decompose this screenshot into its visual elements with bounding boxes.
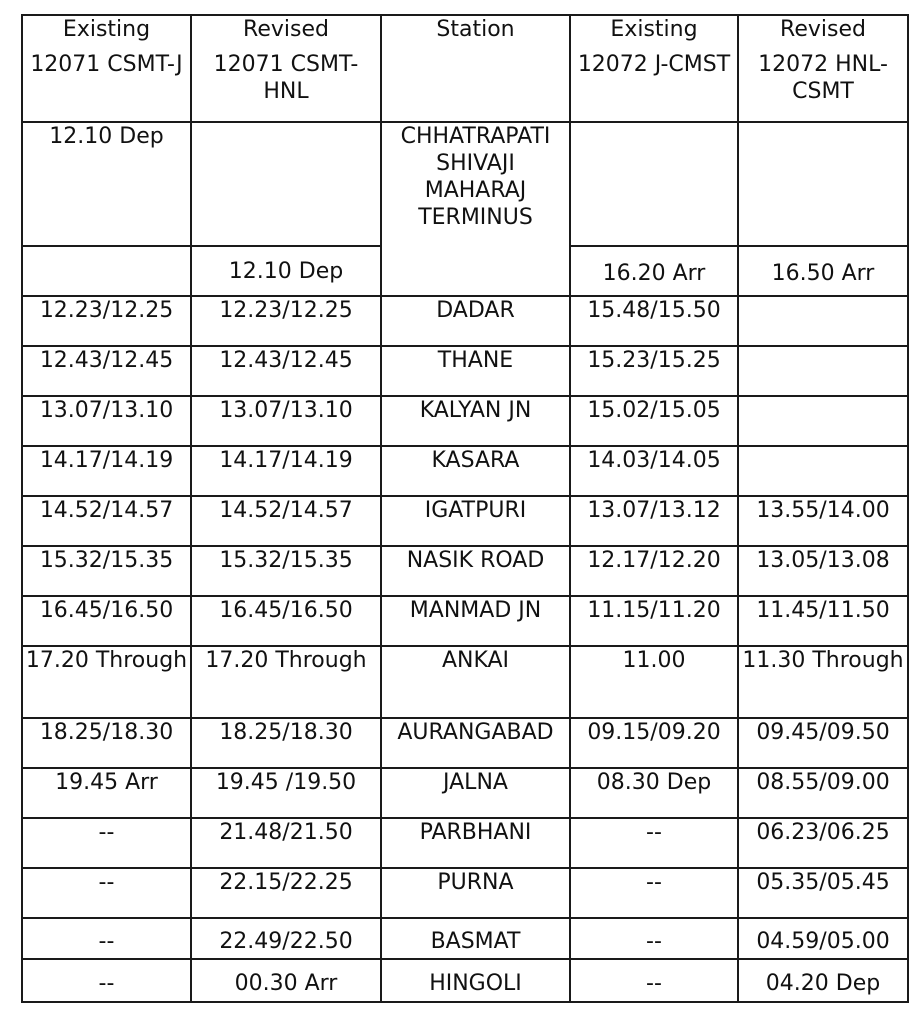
cell-revised-12071: 18.25/18.30 [191,718,381,768]
cell-revised-12071: 17.20 Through [191,646,381,718]
header-existing-12072 [570,15,738,122]
cell-station: CHHATRAPATI SHIVAJI MAHARAJ TERMINUS [381,122,570,296]
table-row [22,918,908,959]
table-row [22,396,908,446]
timetable [21,14,909,1003]
cell-revised-12072: 16.50 Arr [738,246,908,296]
table-row [22,868,908,918]
cell-existing-12072: 09.15/09.20 [570,718,738,768]
cell-existing-12071: 13.07/13.10 [22,396,191,446]
cell-revised-12072: 11.45/11.50 [738,596,908,646]
header-title: Existing [62,17,151,42]
cell-existing-12072: 12.17/12.20 [570,546,738,596]
table-row [22,446,908,496]
cell-station: AURANGABAD [381,718,570,768]
cell-revised-12072: 06.23/06.25 [738,818,908,868]
header-title: Revised [243,17,329,42]
cell-revised-12072: 04.20 Dep [738,959,908,1002]
cell-station: DADAR [381,296,570,346]
cell-revised-12071: 12.10 Dep [191,246,381,296]
cell-existing-12072: -- [570,818,738,868]
cell-existing-12072: 11.15/11.20 [570,596,738,646]
cell-revised-12072: 09.45/09.50 [738,718,908,768]
cell-existing-12071: 18.25/18.30 [22,718,191,768]
cell-existing-12072: -- [570,918,738,959]
cell-revised-12072: 05.35/05.45 [738,868,908,918]
cell-existing-12071: 14.52/14.57 [22,496,191,546]
cell-revised-12072: 11.30 Through [738,646,908,718]
cell-station: JALNA [381,768,570,818]
cell-station: HINGOLI [381,959,570,1002]
table-row [22,768,908,818]
cell-existing-12072: 11.00 [570,646,738,718]
table-row [22,296,908,346]
cell-revised-12072 [738,346,908,396]
cell-existing-12072: 08.30 Dep [570,768,738,818]
cell-revised-12072 [738,446,908,496]
cell-station: MANMAD JN [381,596,570,646]
table-row [22,496,908,546]
cell-existing-12072: 15.48/15.50 [570,296,738,346]
cell-existing-12072: 14.03/14.05 [570,446,738,496]
cell-revised-12072-empty [738,122,908,246]
cell-station: ANKAI [381,646,570,718]
table-row [22,646,908,718]
cell-existing-12072: 16.20 Arr [570,246,738,296]
header-title: Station [436,17,515,42]
cell-revised-12071: 15.32/15.35 [191,546,381,596]
table-row [22,718,908,768]
table-row [22,818,908,868]
cell-existing-12072: -- [570,959,738,1002]
cell-revised-12071: 14.17/14.19 [191,446,381,496]
cell-station: KALYAN JN [381,396,570,446]
cell-revised-12071-empty [191,122,381,246]
cell-revised-12071: 00.30 Arr [191,959,381,1002]
table-row [22,596,908,646]
cell-existing-12072: 15.23/15.25 [570,346,738,396]
cell-station: NASIK ROAD [381,546,570,596]
cell-station: PURNA [381,868,570,918]
cell-existing-12071: 12.10 Dep [22,122,191,246]
cell-revised-12072 [738,296,908,346]
header-station [381,15,570,122]
cell-existing-12071: 16.45/16.50 [22,596,191,646]
table-row [22,959,908,1002]
cell-revised-12071: 12.23/12.25 [191,296,381,346]
cell-existing-12071: 12.43/12.45 [22,346,191,396]
cell-revised-12072: 13.05/13.08 [738,546,908,596]
cell-revised-12071: 12.43/12.45 [191,346,381,396]
header-title: Existing [610,17,698,42]
header-subtitle: 12072 HNL-CSMT [758,52,888,104]
cell-revised-12072: 08.55/09.00 [738,768,908,818]
cell-station: THANE [381,346,570,396]
cell-station: IGATPURI [381,496,570,546]
cell-existing-12072: 13.07/13.12 [570,496,738,546]
cell-revised-12071: 14.52/14.57 [191,496,381,546]
cell-station: BASMAT [381,918,570,959]
cell-revised-12071: 19.45 /19.50 [191,768,381,818]
cell-revised-12072 [738,396,908,446]
header-revised-12071 [191,15,381,122]
cell-existing-12071: -- [22,818,191,868]
table-row [22,546,908,596]
cell-existing-12071: 19.45 Arr [22,768,191,818]
cell-revised-12071: 16.45/16.50 [191,596,381,646]
cell-revised-12071: 13.07/13.10 [191,396,381,446]
header-row [22,15,908,122]
cell-existing-12071: 15.32/15.35 [22,546,191,596]
cell-existing-12072: -- [570,868,738,918]
cell-revised-12072: 13.55/14.00 [738,496,908,546]
cell-existing-12071: 14.17/14.19 [22,446,191,496]
cell-station: KASARA [381,446,570,496]
table-row-csmt-existing [22,122,908,246]
table-row [22,346,908,396]
cell-revised-12071: 22.49/22.50 [191,918,381,959]
cell-existing-12071: -- [22,918,191,959]
cell-existing-12071: -- [22,868,191,918]
cell-revised-12071: 21.48/21.50 [191,818,381,868]
header-existing-12071 [22,15,191,122]
header-title: Revised [780,17,866,42]
cell-existing-12072: 15.02/15.05 [570,396,738,446]
cell-existing-12072-empty [570,122,738,246]
cell-existing-12071-empty [22,246,191,296]
cell-existing-12071: -- [22,959,191,1002]
header-subtitle: 12072 J-CMST [577,52,731,77]
cell-existing-12071: 17.20 Through [22,646,191,718]
cell-station: PARBHANI [381,818,570,868]
header-revised-12072 [738,15,908,122]
header-subtitle: 12071 CSMT-J [30,52,183,77]
header-subtitle: 12071 CSMT-HNL [213,52,359,104]
cell-revised-12072: 04.59/05.00 [738,918,908,959]
cell-revised-12071: 22.15/22.25 [191,868,381,918]
cell-existing-12071: 12.23/12.25 [22,296,191,346]
